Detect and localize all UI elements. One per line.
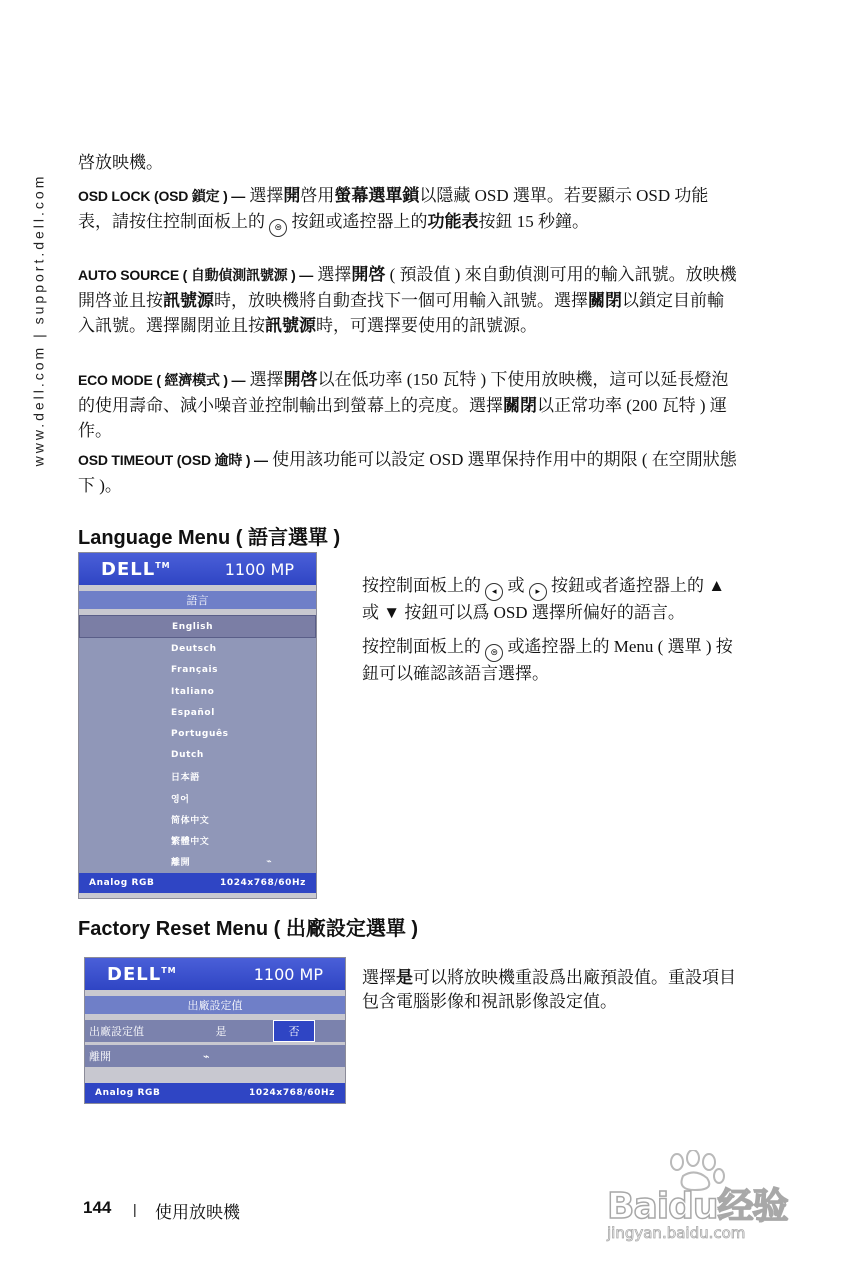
chapter-title: 使用放映機: [155, 1203, 240, 1223]
footer-separator: |: [133, 1201, 137, 1217]
language-option[interactable]: Deutsch: [171, 643, 217, 654]
right-arrow-button-icon: ▸: [529, 583, 547, 601]
sidebar-url-text: www.dell.com | support.dell.com: [30, 173, 46, 467]
menu-button-icon: ⊜: [269, 219, 287, 237]
term-eco-mode: ECO MODE ( 經濟模式 ) —: [78, 372, 246, 388]
osd-lock-paragraph: OSD LOCK (OSD 鎖定 ) — 選擇開啓用螢幕選單鎖以隱藏 OSD 選單。若要顯示 OSD 功能表，請按住控制面板上的 ⊜ 按鈕或遙控器上的功能表按鈕 15 秒鐘。: [78, 183, 738, 237]
term-osd-lock: OSD LOCK (OSD 鎖定 ) —: [78, 188, 246, 204]
left-arrow-button-icon: ◂: [485, 583, 503, 601]
language-option[interactable]: English: [79, 615, 316, 638]
source-label: Analog RGB: [89, 877, 155, 888]
language-list: [79, 615, 316, 873]
language-osd-screenshot: [78, 552, 317, 899]
exit-icon: ⌁: [266, 856, 273, 867]
resolution-label: 1024x768/60Hz: [219, 877, 306, 888]
language-option[interactable]: Français: [171, 665, 219, 676]
source-label: Analog RGB: [95, 1088, 161, 1098]
factory-reset-description: 選擇是可以將放映機重設爲出廠預設值。重設項目包含電腦影像和視訊影像設定值。: [362, 968, 736, 1011]
osd-model: 1100 MP: [253, 964, 323, 984]
osd-menu-title: 出廠設定值: [85, 996, 345, 1014]
eco-mode-paragraph: ECO MODE ( 經濟模式 ) — 選擇開啓以在低功率 (150 瓦特 ) 下使用放映機，這可以延長燈泡的使用壽命、減小噪音並控制輸出到螢幕上的亮度。選擇關閉以正常功率 (200 瓦特 ) 運作。: [78, 370, 729, 440]
language-option[interactable]: Português: [171, 729, 229, 740]
factory-osd-screenshot: [84, 957, 346, 1104]
exit-option[interactable]: 離開 ⌁: [171, 856, 273, 869]
language-option[interactable]: 简体中文: [171, 815, 210, 826]
language-description: 按控制面板上的 ◂ 或 ▸ 按鈕或者遙控器上的 ▲ 或 ▼ 按鈕可以爲 OSD 選擇所偏好的語言。 按控制面板上的 ⊜ 或遙控器上的 Menu ( 選單 ) 按鈕可以確認該語言選擇。: [362, 576, 733, 683]
osd-header: [79, 553, 316, 585]
exit-label: 離開: [89, 1050, 111, 1063]
watermark-url: jingyan.baidu.com: [607, 1224, 746, 1242]
language-option[interactable]: 繁體中文: [171, 837, 210, 848]
language-menu-heading: Language Menu ( 語言選單 ): [78, 527, 341, 549]
osd-header: [85, 958, 345, 990]
exit-icon: ⌁: [203, 1049, 210, 1063]
factory-reset-row: [85, 1020, 345, 1042]
dell-logo: DELL™: [101, 558, 171, 580]
osd-status-bar: [85, 1083, 345, 1103]
osd-timeout-paragraph: OSD TIMEOUT (OSD 逾時 ) — 使用該功能可以設定 OSD 選單保持作用中的期限 ( 在空閒狀態下 )。: [78, 450, 737, 495]
exit-row[interactable]: [85, 1045, 345, 1067]
language-option[interactable]: Dutch: [171, 750, 204, 761]
baidu-watermark: [605, 1150, 805, 1250]
no-option[interactable]: 否: [273, 1020, 315, 1042]
language-option[interactable]: 영어: [171, 794, 190, 805]
yes-option[interactable]: 是: [215, 1025, 227, 1038]
page-number: 144: [83, 1198, 112, 1217]
intro-paragraph: [78, 150, 738, 175]
language-option[interactable]: Español: [171, 707, 215, 718]
term-osd-timeout: OSD TIMEOUT (OSD 逾時 ) —: [78, 452, 268, 468]
osd-status-bar: [79, 873, 316, 893]
language-option[interactable]: 日本語: [171, 773, 200, 784]
osd-model: 1100 MP: [224, 559, 294, 579]
factory-options: [85, 1020, 345, 1067]
sidebar-url: [26, 150, 50, 490]
watermark-brand: Baidu经验: [607, 1186, 788, 1227]
factory-reset-heading: Factory Reset Menu ( 出廠設定選單 ): [78, 918, 419, 940]
factory-reset-label: 出廠設定值: [89, 1025, 144, 1038]
language-option[interactable]: Italiano: [171, 686, 215, 697]
menu-button-icon: ⊜: [485, 644, 503, 662]
osd-menu-title: 語言: [79, 591, 316, 609]
dell-logo: DELL™: [107, 963, 177, 985]
intro-text: 啓放映機。: [78, 153, 163, 172]
term-auto-source: AUTO SOURCE ( 自動偵測訊號源 ) —: [78, 267, 314, 283]
auto-source-paragraph: AUTO SOURCE ( 自動偵測訊號源 ) — 選擇開啓 ( 預設值 ) 來自動偵測可用的輸入訊號。放映機開啓並且按訊號源時，放映機將自動查找下一個可用輸入訊號。選擇關閉以鎖定目前輸入訊號。選擇關閉並且按訊號源時，可選擇要使用的訊號源。: [78, 265, 737, 335]
resolution-label: 1024x768/60Hz: [248, 1088, 335, 1098]
